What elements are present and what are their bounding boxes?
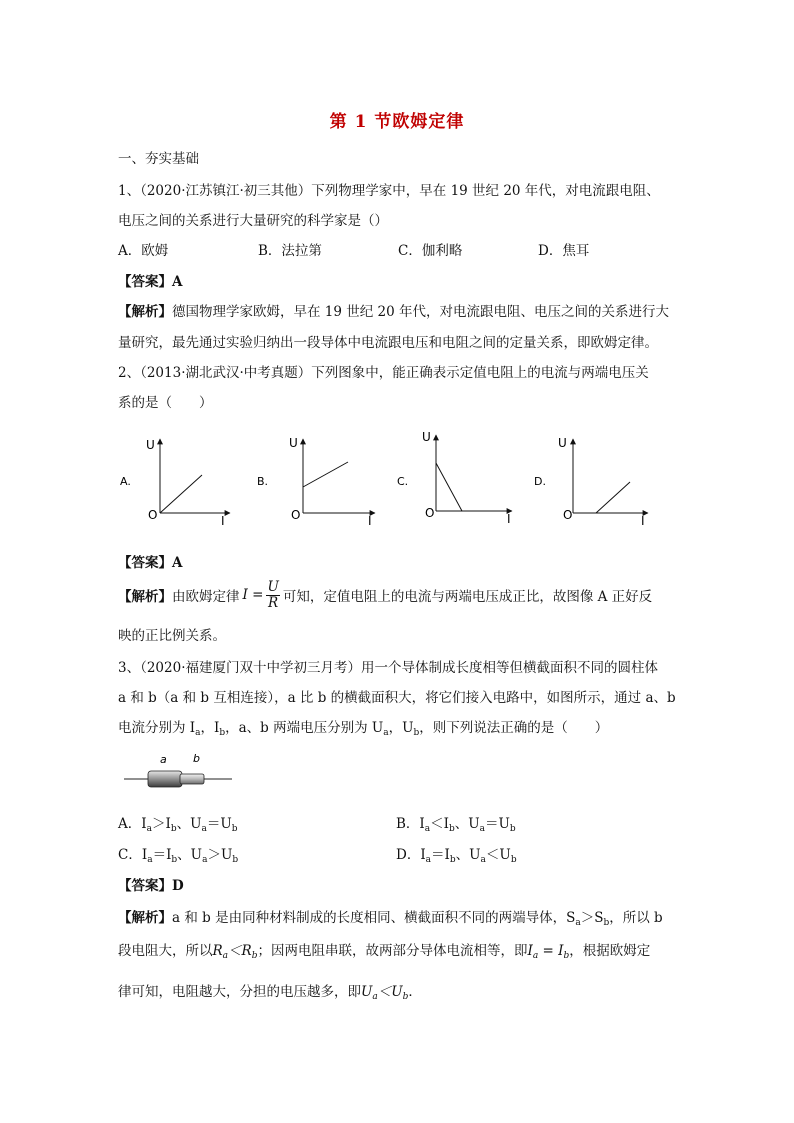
q2-analysis-line1	[118, 580, 652, 610]
q1-option-b: B．法拉第	[258, 243, 322, 259]
q2-analysis-post: 可知，定值电阻上的电流与两端电压成正比，故图像 A 正好反	[282, 589, 653, 605]
q1-analysis-label: 【解析】	[118, 304, 172, 320]
q1-option-c: C．伽利略	[398, 243, 463, 259]
conductor-a	[148, 771, 182, 787]
q3-option-c: C．$I_a=I_b$、$U_a>U_b$	[118, 847, 239, 865]
q1-answer: 【答案】A	[118, 274, 183, 290]
q2-stem-line2: 系的是（ ）	[118, 395, 213, 411]
graph-d	[534, 436, 648, 528]
q3-stem-line3: 电流分别为 $I_a$，$I_b$，a、b 两端电压分别为 $U_a$，$U_b$，则下列说法正确的是（ ）	[118, 720, 609, 738]
q2-analysis-pre: 由欧姆定律	[172, 589, 240, 605]
q3-analysis-text1: a 和 b 是由同种材料制成的长度相同、横截面积不同的两端导体，	[172, 910, 567, 926]
graph-b-origin: O	[291, 508, 301, 522]
formula-numerator: U	[267, 578, 279, 595]
q3-stem-line2: a 和 b（a 和 b 互相连接），a 比 b 的横截面积大，将它们接入电路中，如图所示，通过 a、b	[118, 690, 676, 706]
q1-options	[118, 239, 678, 257]
graph-a-origin: O	[148, 508, 158, 522]
graph-a-line	[160, 475, 202, 513]
q2-stem-line1: 2、（2013·湖北武汉·中考真题）下列图象中，能正确表示定值电阻上的电流与两端电压关	[118, 365, 649, 381]
graph-d-origin: O	[563, 508, 573, 522]
graph-a-label: A.	[120, 475, 131, 488]
q2-analysis-line2: 映的正比例关系。	[118, 628, 226, 644]
graph-b	[257, 436, 375, 528]
conductor-a-label: a	[160, 753, 167, 766]
graph-a-y-label: U	[146, 438, 155, 452]
graph-d-label: D.	[534, 475, 546, 488]
graph-d-y-label: U	[558, 436, 567, 450]
q3-option-d-rel1: ＝	[431, 847, 445, 863]
conductor-b-label: b	[193, 752, 200, 765]
graph-d-line	[596, 482, 630, 513]
q3-analysis-text2-post: ，根据欧姆定	[569, 943, 651, 959]
graph-c-origin: O	[425, 506, 435, 520]
q2-answer: 【答案】A	[118, 555, 183, 571]
q3-option-b-rel2: ＝	[485, 816, 499, 832]
q3-option-c-rel1: ＝	[152, 847, 167, 863]
q3-option-b-letter: B．	[396, 816, 420, 832]
q3-analysis-text3-post: ．	[408, 984, 422, 1000]
q1-option-d: D．焦耳	[538, 243, 590, 259]
q3-option-b: B．$I_a<I_b$、$U_a=U_b$	[396, 816, 516, 834]
q3-option-c-letter: C．	[118, 847, 142, 863]
q2-graphs-figure	[110, 425, 670, 535]
graph-c-line	[436, 463, 462, 511]
page-title: 第 1 节欧姆定律	[329, 112, 465, 132]
q3-option-b-rel1: ＜	[430, 816, 444, 832]
formula-ua-ub: $U_a<U_b$	[361, 984, 409, 1002]
q1-analysis-text1: 德国物理学家欧姆，早在 19 世纪 20 年代，对电流跟电阻、电压之间的关系进行大	[172, 304, 670, 320]
graph-c-y-label: U	[422, 430, 431, 444]
conductor-b	[180, 774, 204, 784]
q3-stem-line3-head: 电流分别为 I	[118, 720, 196, 736]
q3-analysis-text1-tail: ，所以 b	[609, 910, 663, 926]
q3-option-a-letter: A．	[118, 816, 142, 832]
q3-stem-line1: 3、（2020·福建厦门双十中学初三月考）用一个导体制成长度相等但横截面积不同的圆柱体	[118, 660, 658, 676]
q1-stem-line1: 1、（2020·江苏镇江·初三其他）下列物理学家中，早在 19 世纪 20 年代，对电流跟电阻、	[118, 183, 660, 199]
q1-option-a: A．欧姆	[118, 243, 169, 259]
graph-c-x-label: I	[507, 512, 511, 526]
q3-option-a: A．$I_a>I_b$、$U_a=U_b$	[118, 816, 238, 834]
q1-stem-line2: 电压之间的关系进行大量研究的科学家是（）	[118, 213, 388, 229]
graph-a-x-label: I	[221, 514, 225, 528]
q3-stem-line3-tail: ，则下列说法正确的是（ ）	[419, 720, 609, 736]
formula-denominator: R	[268, 594, 279, 611]
q2-analysis-label: 【解析】	[118, 589, 172, 605]
q1-analysis-line1	[118, 300, 669, 320]
q3-analysis-text2-pre: 段电阻大，所以	[118, 943, 213, 959]
q3-analysis-text3-pre: 律可知，电阻越大，分担的电压越多，即	[118, 984, 361, 1000]
q3-option-a-rel2: ＝	[206, 816, 221, 832]
q3-option-c-rel2: ＞	[207, 847, 221, 863]
q3-analysis-line3	[118, 980, 422, 1002]
graph-c	[397, 430, 512, 526]
graph-d-x-label: I	[641, 514, 645, 528]
q3-analysis-line1: 【解析】a 和 b 是由同种材料制成的长度相同、横截面积不同的两端导体，$S_a>S_b$，所以 b	[118, 910, 663, 928]
graph-b-label: B.	[257, 475, 269, 488]
graph-b-y-label: U	[289, 436, 298, 450]
q3-option-d: D．$I_a=I_b$、$U_a<U_b$	[396, 847, 517, 865]
graph-a	[120, 438, 230, 528]
q3-conductor-figure	[120, 752, 240, 794]
q3-analysis-label: 【解析】	[118, 910, 172, 926]
q3-option-d-letter: D．	[396, 847, 421, 863]
formula-ra-rb: $R_a<R_b$	[212, 943, 258, 961]
q3-answer: 【答案】D	[118, 878, 184, 894]
q3-option-a-rel1: ＞	[151, 816, 166, 832]
q1-analysis-line2: 量研究，最先通过实验归纳出一段导体中电流跟电压和电阻之间的定量关系，即欧姆定律。	[118, 335, 658, 351]
q3-analysis-line2	[118, 939, 650, 961]
q3-option-d-rel2: ＜	[485, 847, 500, 863]
graph-b-x-label: I	[368, 514, 372, 528]
graph-c-label: C.	[397, 475, 409, 488]
section-heading: 一、夯实基础	[118, 151, 199, 167]
graph-b-line	[303, 462, 348, 487]
formula-fraction	[266, 580, 279, 611]
q3-analysis-text2-mid: ；因两电阻串联，故两部分导体电流相等，即	[257, 943, 528, 959]
formula-lhs: I =	[242, 587, 264, 603]
formula-ia-ib: $I_a = I_b$	[527, 943, 570, 961]
